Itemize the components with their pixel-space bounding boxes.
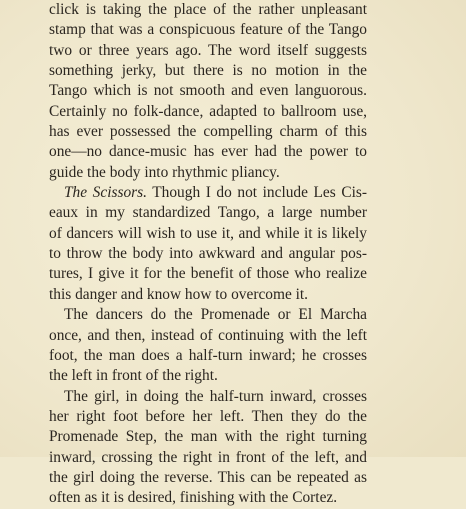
text-line: The girl, in doing the half-turn inward, crosses [64,387,367,405]
section-heading-italic: The Scissors. [64,184,147,202]
text-body [49,0,367,509]
text-line: inward, crossing the right in front of the left, and [49,448,367,466]
text-line: of dancers will wish to use it, and while it is likely [49,224,367,242]
text-line: Tango which is not smooth and even languorous. [49,82,367,100]
text-line: foot, the man does a half-turn inward; he crosses [49,346,367,364]
text-line: the girl doing the reverse. This can be repeated as [49,468,367,486]
text-line: often as it is desired, finishing with the Cortez. [49,489,338,507]
text-line: has ever possessed the compelling charm of this [49,123,367,141]
text-line: her right foot before her left. Then they do the [49,407,367,425]
text-line: once, and then, instead of continuing with the left [49,326,367,344]
text-line: guide the body into rhythmic pliancy. [49,163,280,181]
text-line: one—no dance-music has ever had the power to [49,143,367,161]
text-line: to throw the body into awkward and angular pos- [49,245,367,263]
text-run: Though I do not include Les Cis- [146,184,367,202]
text-line: something jerky, but there is no motion in the [49,62,367,80]
text-line [49,183,367,203]
text-line: tures, I give it for the benefit of those who realize [49,265,367,283]
text-line: The dancers do the Promenade or El Marcha [64,306,367,324]
text-line: two or three years ago. The word itself suggests [49,41,367,59]
text-line: Promenade Step, the man with the right turning [49,428,367,446]
text-line: this danger and know how to overcome it. [49,285,309,303]
text-line: stamp that was a conspicuous feature of the Tango [49,21,367,39]
text-line: Certainly no folk-dance, adapted to ballroom use, [49,102,367,120]
text-line: click is taking the place of the rather unpleasant [49,1,367,18]
text-line: the left in front of the right. [49,367,218,385]
text-line: eaux in my standardized Tango, a large number [49,204,367,222]
